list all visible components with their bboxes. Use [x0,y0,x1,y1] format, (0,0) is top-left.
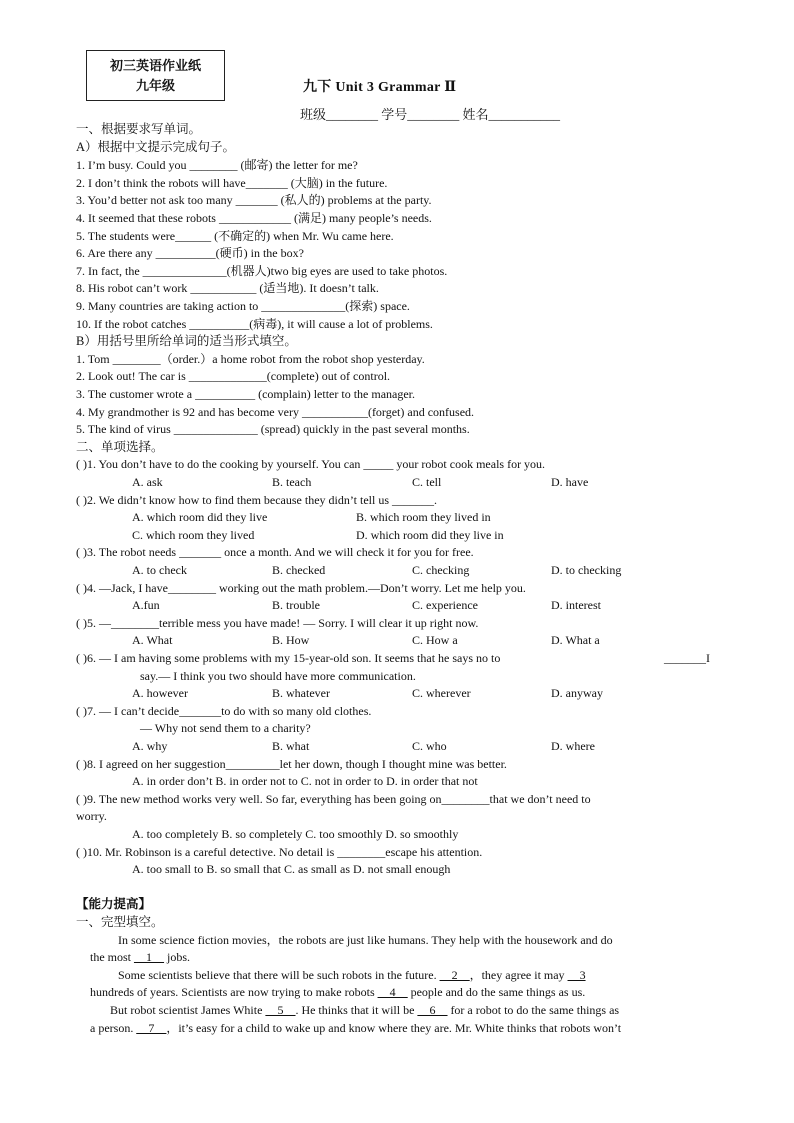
q10-options: A. too small to B. so small that C. as small as D. not small enough [132,862,451,876]
partA-item: 9. Many countries are taking action to ______________(探索) space. [76,299,410,313]
question-4: ( )4. —Jack, I have________ working out the math problem.—Don’t worry. Let me help you. [76,581,526,595]
q6-option-a: A. however [132,686,188,700]
header-box [86,50,225,101]
q9-continuation: worry. [76,809,107,823]
cloze-text: . He thinks that it will be [295,1003,418,1017]
cloze-paragraph3-line1 [110,1003,619,1017]
partA-item: 3. You’d better not ask too many _______ (私人的) problems at the party. [76,193,432,207]
partA-item: 7. In fact, the ______________(机器人)two big eyes are used to take photos. [76,264,448,278]
cloze-title: 一、完型填空。 [76,915,164,929]
q6-continuation: say.— I think you two should have more communication. [140,669,416,683]
q2-option-c: C. which room they lived [132,528,255,542]
question-9: ( )9. The new method works very well. So far, everything has been going on________that we don’t need to [76,792,591,806]
student-info-line: 班级________ 学号________ 姓名___________ [300,107,561,122]
q4-option-d: D. interest [551,598,601,612]
cloze-blank-3: __3 [567,968,586,982]
q7-option-d: D. where [551,739,595,753]
q5-option-b: B. How [272,633,310,647]
cloze-text: But robot scientist James White [110,1003,266,1017]
q7-option-a: A. why [132,739,168,753]
q6-option-d: D. anyway [551,686,603,700]
question-8: ( )8. I agreed on her suggestion_________let her down, though I thought mine was better. [76,757,507,771]
section2-title: 二、单项选择。 [76,440,164,454]
page-title: 九下 Unit 3 Grammar Ⅱ [303,80,457,95]
q6-blank: _______I [664,651,710,665]
q3-option-d: D. to checking [551,563,622,577]
q3-option-a: A. to check [132,563,187,577]
q1-option-c: C. tell [412,475,442,489]
partB-item: 1. Tom ________（order.）a home robot from the robot shop yesterday. [76,352,425,366]
q2-option-b: B. which room they lived in [356,510,491,524]
cloze-text: the most [90,950,134,964]
q3-option-c: C. checking [412,563,470,577]
cloze-paragraph1-line1: In some science fiction movies，the robots are just like humans. They help with the housework and do [118,933,613,947]
partB-item: 5. The kind of virus ______________ (spread) quickly in the past several months. [76,422,470,436]
cloze-text: hundreds of years. Scientists are now trying to make robots [90,985,378,999]
q5-option-c: C. How a [412,633,458,647]
section1-title: 一、根据要求写单词。 [76,122,202,136]
partB-title: B）用括号里所给单词的适当形式填空。 [76,334,297,348]
q1-option-a: A. ask [132,475,163,489]
q1-option-d: D. have [551,475,589,489]
q1-option-b: B. teach [272,475,312,489]
question-2: ( )2. We didn’t know how to find them because they didn’t tell us _______. [76,493,437,507]
q7-option-c: C. who [412,739,447,753]
q5-option-a: A. What [132,633,173,647]
cloze-text: people and do the same things as us. [407,985,586,999]
q2-option-d: D. which room did they live in [356,528,504,542]
question-3: ( )3. The robot needs _______ once a month. And we will check it for you for free. [76,545,474,559]
cloze-paragraph2-line1 [118,968,586,982]
partA-item: 5. The students were______ (不确定的) when Mr. Wu came here. [76,229,394,243]
cloze-text: a person. [90,1021,137,1035]
question-10: ( )10. Mr. Robinson is a careful detective. No detail is ________escape his attention. [76,845,483,859]
q4-option-b: B. trouble [272,598,320,612]
cloze-text: ，it’s easy for a child to wake up and know where they are. Mr. White thinks that robots won’t [166,1021,622,1035]
q9-options: A. too completely B. so completely C. too smoothly D. so smoothly [132,827,459,841]
cloze-blank-1: __1__ [134,950,164,964]
partA-item: 10. If the robot catches __________(病毒), it will cause a lot of problems. [76,317,433,331]
q8-options: A. in order don’t B. in order not to C. not in order to D. in order that not [132,774,478,788]
q4-option-a: A.fun [132,598,160,612]
cloze-blank-4: __4__ [377,985,408,999]
partA-item: 8. His robot can’t work ___________ (适当地). It doesn’t talk. [76,281,379,295]
partA-item: 1. I’m busy. Could you ________ (邮寄) the letter for me? [76,158,358,172]
cloze-text: jobs. [164,950,191,964]
q5-option-d: D. What a [551,633,600,647]
cloze-blank-7: __7__ [136,1021,167,1035]
partB-item: 4. My grandmother is 92 and has become very ___________(forget) and confused. [76,405,475,419]
question-7: ( )7. — I can’t decide_______to do with so many old clothes. [76,704,372,718]
header-box-line2: 九年级 [135,78,175,93]
cloze-paragraph3-line2 [90,1021,621,1035]
q4-option-c: C. experience [412,598,478,612]
cloze-paragraph2-line2 [90,985,585,999]
q6-option-c: C. wherever [412,686,471,700]
cloze-text: ，they agree it may [469,968,568,982]
question-6: ( )6. — I am having some problems with my 15-year-old son. It seems that he says no to [76,651,501,665]
header-box-line1: 初三英语作业纸 [109,58,201,73]
question-1: ( )1. You don’t have to do the cooking by yourself. You can _____ your robot cook meals for you. [76,457,546,471]
cloze-paragraph1-line2 [90,950,190,964]
q6-option-b: B. whatever [272,686,330,700]
partB-item: 3. The customer wrote a __________ (complain) letter to the manager. [76,387,416,401]
cloze-blank-2: __2__ [439,968,470,982]
ability-header: 【能力提高】 [76,897,152,911]
q7-continuation: — Why not send them to a charity? [140,721,311,735]
cloze-blank-6: __6__ [417,1003,448,1017]
q2-option-a: A. which room did they live [132,510,268,524]
partA-item: 2. I don’t think the robots will have_______ (大脑) in the future. [76,176,388,190]
partB-item: 2. Look out! The car is _____________(complete) out of control. [76,369,391,383]
cloze-text: for a robot to do the same things as [447,1003,620,1017]
cloze-blank-5: __5__ [265,1003,296,1017]
q7-option-b: B. what [272,739,310,753]
q3-option-b: B. checked [272,563,326,577]
question-5: ( )5. —________terrible mess you have made! — Sorry. I will clear it up right now. [76,616,479,630]
partA-item: 6. Are there any __________(硬币) in the box? [76,246,304,260]
partA-title: A）根据中文提示完成句子。 [76,140,236,154]
partA-item: 4. It seemed that these robots ____________ (满足) many people’s needs. [76,211,432,225]
cloze-text: Some scientists believe that there will be such robots in the future. [118,968,440,982]
